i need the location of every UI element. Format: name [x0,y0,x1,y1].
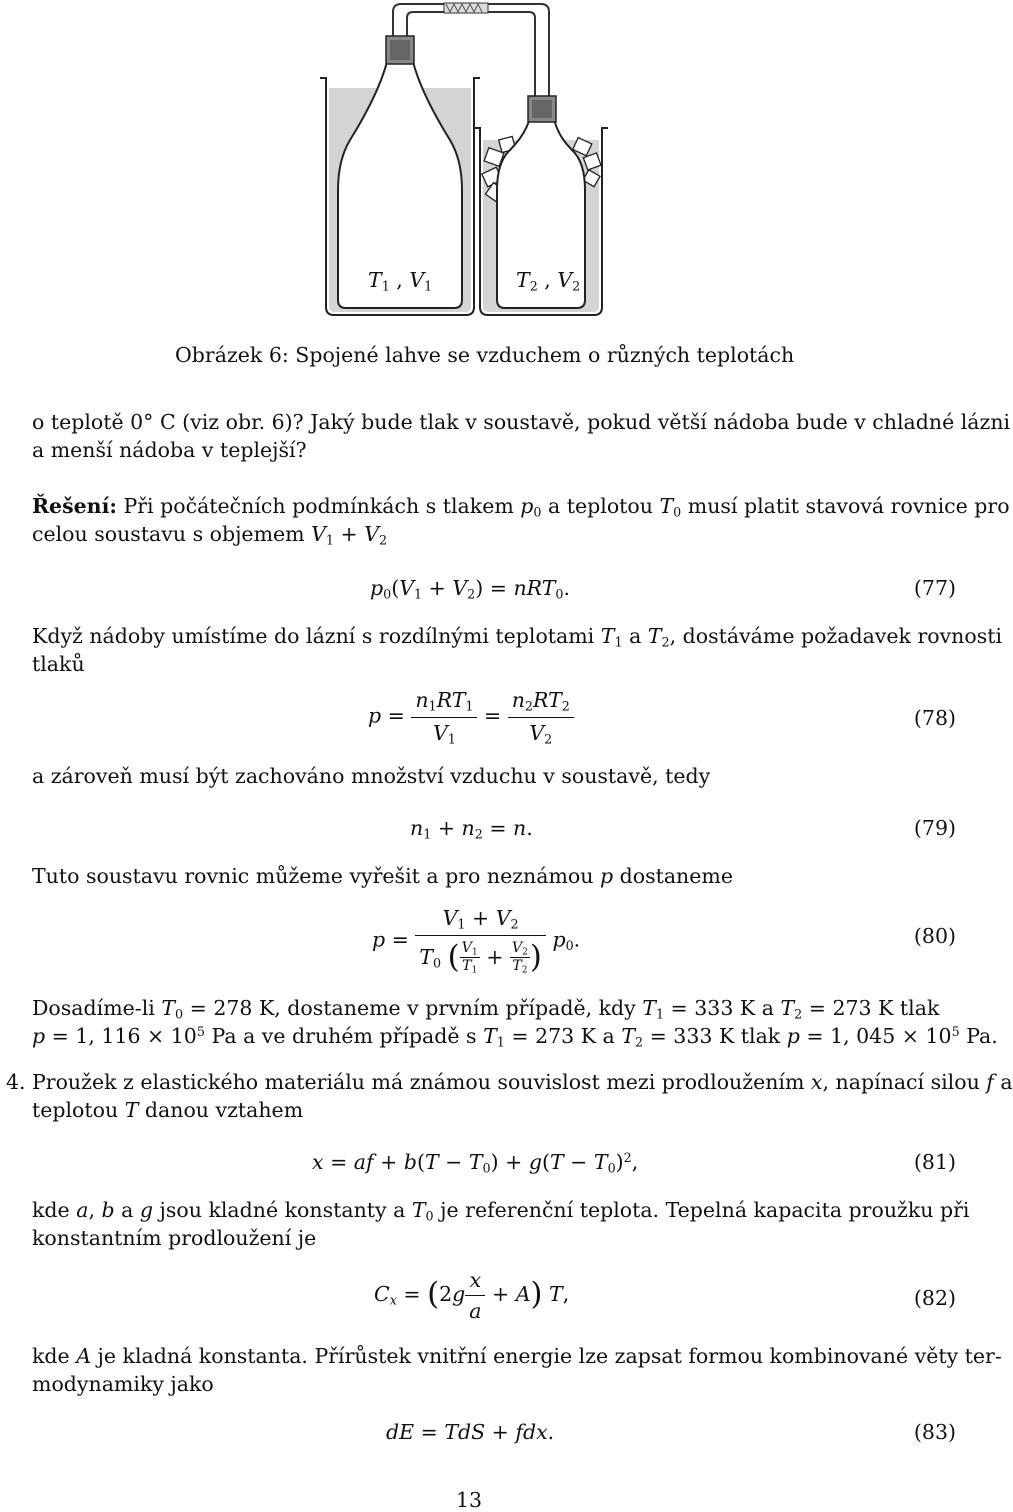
paragraph-line: o teplotě 0° C (viz obr. 6)? Jaký bude tlak v soustavě, pokud větší nádoba bude v chladné lázni [32,410,1011,434]
equation-number: (79) [913,816,956,840]
bottle1-label: $T_1$ , $V_1$ [368,268,433,294]
item-number: 4. [6,1070,26,1094]
equation-number: (80) [913,924,956,948]
equation-number: (78) [913,706,956,730]
paragraph-line: kde a, b a g jsou kladné konstanty a $T_0$ je referenční teplota. Tepelná kapacita proužku při [32,1198,970,1224]
paragraph-line: konstantním prodloužení je [32,1226,317,1250]
paragraph-line: Dosadíme-li $T_0 = 278$ K, dostaneme v prvním případě, kdy $T_1 = 333$ K a $T_2 = 273$ K tlak [32,996,940,1022]
paragraph-line: teplotou T danou vztahem [32,1098,304,1122]
paragraph-line: p = 1, $116 \times 10^5$ Pa a ve druhém případě s $T_1 = 273$ K a $T_2 = 333$ K tlak p = 1, $045 \times 10^5$ Pa. [32,1024,998,1050]
equation-79: $n_1 + n_2 = n$. [410,816,533,842]
equation-number: (82) [913,1286,956,1310]
bottle2-label: $T_2$ , $V_2$ [516,268,581,294]
page-number: 13 [456,1488,483,1512]
equation-80: p = $V_1 + V_2$ $T_0$ ( $\frac{V_1}{T_1}$ + $\frac{V_2}{T_2}$ ) $p_0$. [372,906,581,976]
equation-81: x = af + $b(T - T_0) + g(T - T_0)^2$, [312,1150,639,1176]
solution-heading: Řešení: [32,494,117,518]
paragraph-line: Proužek z elastického materiálu má známou souvislost mezi prodloužením x, napínací silou f a [32,1070,1013,1094]
paragraph-line: a zároveň musí být zachováno množství vzduchu v soustavě, tedy [32,764,711,788]
equation-78: p = $\frac{n_1RT_1}{V_1}$ = $\frac{n_2RT_2}{V_2}$ [368,688,574,746]
equation-number: (81) [913,1150,956,1174]
equation-83: dE = TdS + fdx. [386,1420,555,1444]
paragraph-line: Když nádoby umístíme do lázní s rozdílnými teplotami $T_1$ a $T_2$, dostáváme požadavek rovnosti [32,624,1003,650]
paragraph-line: modynamiky jako [32,1372,214,1396]
paragraph-line: a menší nádoba v teplejší? [32,438,307,462]
paragraph-line: celou soustavu s objemem $V_1 + V_2$ [32,522,388,548]
equation-82: $C_x = (2g$ $\frac{x}{a}$ + A) T, [374,1268,570,1323]
paragraph-line: Tuto soustavu rovnic můžeme vyřešit a pro neznámou p dostaneme [32,864,733,888]
equation-number: (77) [913,576,956,600]
paragraph-line: Řešení: Při počátečních podmínkách s tlakem $p_0$ a teplotou $T_0$ musí platit stavová rovnice pro [32,494,1010,520]
figure-connected-bottles [310,0,630,320]
equation-number: (83) [913,1420,956,1444]
figure-caption: Obrázek 6: Spojené lahve se vzduchem o různých teplotách [175,343,795,367]
paragraph-line: tlaků [32,652,85,676]
paragraph-line: kde A je kladná konstanta. Přírůstek vnitřní energie lze zapsat formou kombinované věty ter- [32,1344,1002,1368]
equation-77: $p_0(V_1 + V_2) = nRT_0$. [370,576,571,602]
